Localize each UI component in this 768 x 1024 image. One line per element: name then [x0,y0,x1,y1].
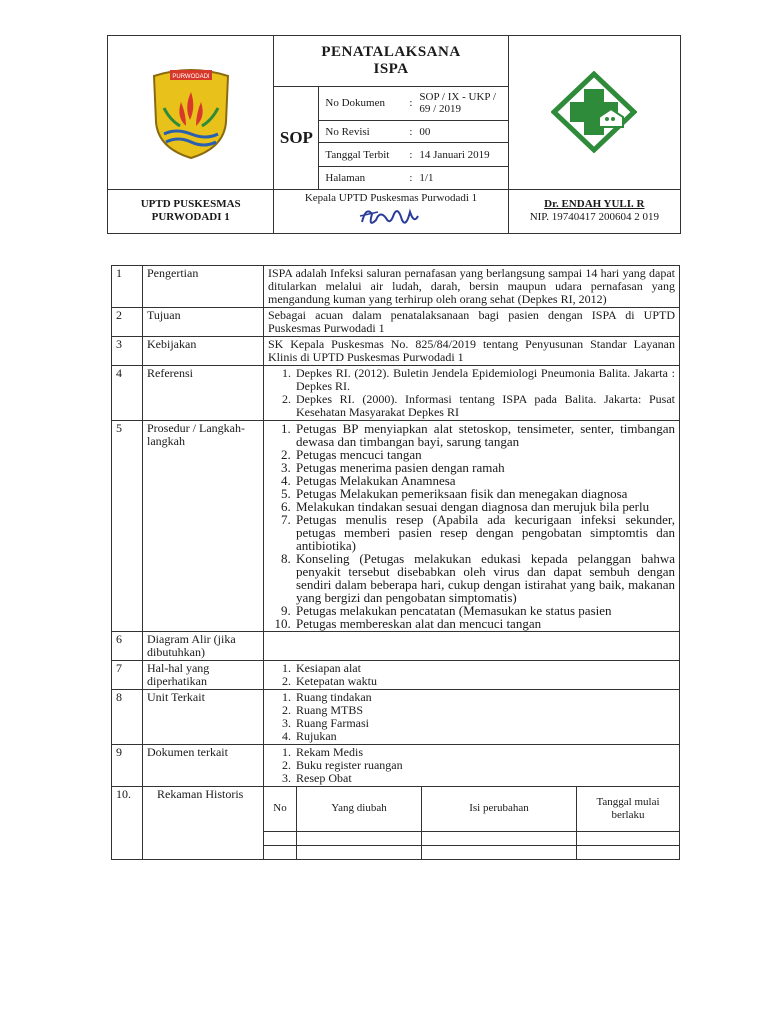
list-item: 1. Kesiapan alat [294,662,675,675]
right-logo-cell [508,36,680,190]
signature-icon [356,202,426,232]
document-title-line2: ISPA [373,60,409,77]
signatory-cell [508,189,680,233]
list-item: 1. Rekam Medis [294,746,675,759]
history-header-date: Tanggal mulai berlaku [577,787,680,831]
emblem-banner-text: PURWODADI [172,74,210,81]
tanggal-terbit-label: Tanggal Terbit [319,143,409,167]
section-label: Hal-hal yang diperhatikan [143,661,264,690]
list-item: 2. Buku register ruangan [294,759,675,772]
section-label: Referensi [143,366,264,421]
list-item: 4. Petugas Melakukan Anamnesa [294,474,675,487]
section-label: Prosedur / Langkah-langkah [143,421,264,632]
history-cell [422,831,577,845]
list-item: 3. Resep Obat [294,772,675,785]
separator: : [409,143,419,167]
organization-line1: UPTD PUSKESMAS [140,198,241,210]
section-row [112,787,680,860]
approval-cell [274,189,508,233]
document-list [268,746,675,785]
list-item: 1. Depkes RI. (2012). Buletin Jendela Epidemiologi Pneumonia Balita. Jakarta : Depkes RI. [294,367,675,393]
list-item: 5. Petugas Melakukan pemeriksaan fisik dan menegakan diagnosa [294,487,675,500]
history-cell [297,831,422,845]
history-cell [577,831,680,845]
section-number: 1 [112,266,143,308]
separator: : [409,121,419,143]
signatory-name: Dr. ENDAH YULI. R [544,198,645,210]
list-item: 6. Melakukan tindakan sesuai dengan diagnosa dan merujuk bila perlu [294,500,675,513]
section-label: Diagram Alir (jika dibutuhkan) [143,632,264,661]
no-dokumen-value: SOP / IX - UKP / 69 / 2019 [419,87,507,121]
sop-header [107,35,681,234]
section-number: 7 [112,661,143,690]
section-row [112,266,680,308]
history-cell [577,845,680,859]
history-header-changed: Yang diubah [297,787,422,831]
section-label: Tujuan [143,308,264,337]
puskesmas-logo-icon [551,71,637,153]
unit-list [268,691,675,743]
head-title: Kepala UPTD Puskesmas Purwodadi 1 [304,191,478,204]
section-row [112,308,680,337]
list-item: 7. Petugas menulis resep (Apabila ada kecurigaan infeksi sekunder, petugas memberi pasien resep dengan pengobatan simptomtis dan antibiotika) [294,513,675,552]
regency-emblem-icon [146,62,236,162]
sop-label: SOP [274,86,319,189]
list-item: 2. Depkes RI. (2000). Informasi tentang ISPA pada Balita. Jakarta: Pusat Kesehatan Masyarakat Depkes RI [294,393,675,419]
section-row [112,421,680,632]
list-item: 9. Petugas melakukan pencatatan (Memasukan ke status pasien [294,604,675,617]
history-cell [422,845,577,859]
list-item: 4. Rujukan [294,730,675,743]
section-number: 9 [112,745,143,787]
list-item: 1. Ruang tindakan [294,691,675,704]
section-row [112,661,680,690]
organization-cell [108,189,274,233]
procedure-list [268,422,675,630]
section-number: 3 [112,337,143,366]
document-title-line1: PENATALAKSANA [321,43,461,60]
left-logo-cell [108,36,274,190]
section-row [112,337,680,366]
section-label: Unit Terkait [143,690,264,745]
section-row [112,366,680,421]
section-number: 5 [112,421,143,632]
section-row [112,632,680,661]
no-revisi-value: 00 [419,121,507,143]
list-item: 1. Petugas BP menyiapkan alat stetoskop, tensimeter, senter, timbangan dewasa dan timbangan bayi, sarung tangan [294,422,675,448]
separator: : [409,171,413,184]
history-cell [264,845,297,859]
history-cell [297,845,422,859]
history-header-no: No [264,787,297,831]
halaman-value: 1/1 [419,171,434,184]
organization-line2: PURWODADI 1 [151,211,230,223]
title-cell [274,36,508,190]
section-number: 2 [112,308,143,337]
separator: : [409,87,419,121]
section-number: 6 [112,632,143,661]
section-text: Sebagai acuan dalam penatalaksanaan bagi pasien dengan ISPA di UPTD Puskesmas Purwodadi 1 [264,308,680,337]
no-revisi-label: No Revisi [319,121,409,143]
list-item: 3. Petugas menerima pasien dengan ramah [294,461,675,474]
section-row [112,690,680,745]
list-item: 3. Ruang Farmasi [294,717,675,730]
list-item: 2. Petugas mencuci tangan [294,448,675,461]
section-text: SK Kepala Puskesmas No. 825/84/2019 tentang Penyusunan Standar Layanan Klinis di UPTD Puskesmas Purwodadi 1 [264,337,680,366]
attention-list [268,662,675,688]
section-number: 4 [112,366,143,421]
section-label: Dokumen terkait [143,745,264,787]
history-cell [264,831,297,845]
section-row [112,745,680,787]
section-number: 10. [112,787,143,860]
section-label: Kebijakan [143,337,264,366]
list-item: 2. Ruang MTBS [294,704,675,717]
section-label: Rekaman Historis [143,787,264,860]
section-number: 8 [112,690,143,745]
no-dokumen-label: No Dokumen [319,87,409,121]
signatory-nip: NIP. 19740417 200604 2 019 [529,211,659,223]
list-item: 2. Ketepatan waktu [294,675,675,688]
tanggal-terbit-value: 14 Januari 2019 [419,143,507,167]
history-header-content: Isi perubahan [422,787,577,831]
history-table [264,787,679,859]
halaman-label: Halaman [325,171,366,184]
list-item: 8. Konseling (Petugas melakukan edukasi kepada pelanggan bahwa penyakit tersebut disebabkan oleh virus dan dapat sembuh dengan sendiri dalam beberapa hari, cukup dengan istirahat yang baik, makanan yang bergizi dan pengobatan simptomatis) [294,552,675,604]
section-label: Pengertian [143,266,264,308]
sop-content-table [111,265,680,860]
list-item: 10. Petugas membereskan alat dan mencuci tangan [294,617,675,630]
section-text: ISPA adalah Infeksi saluran pernafasan yang berlangsung sampai 14 hari yang dapat ditularkan melalui air ludah, darah, bersin maupun udara pernafasan yang mengandung kuman yang terhirup oleh orang sehat (Depkes RI, 2012) [264,266,680,308]
reference-list [268,367,675,419]
